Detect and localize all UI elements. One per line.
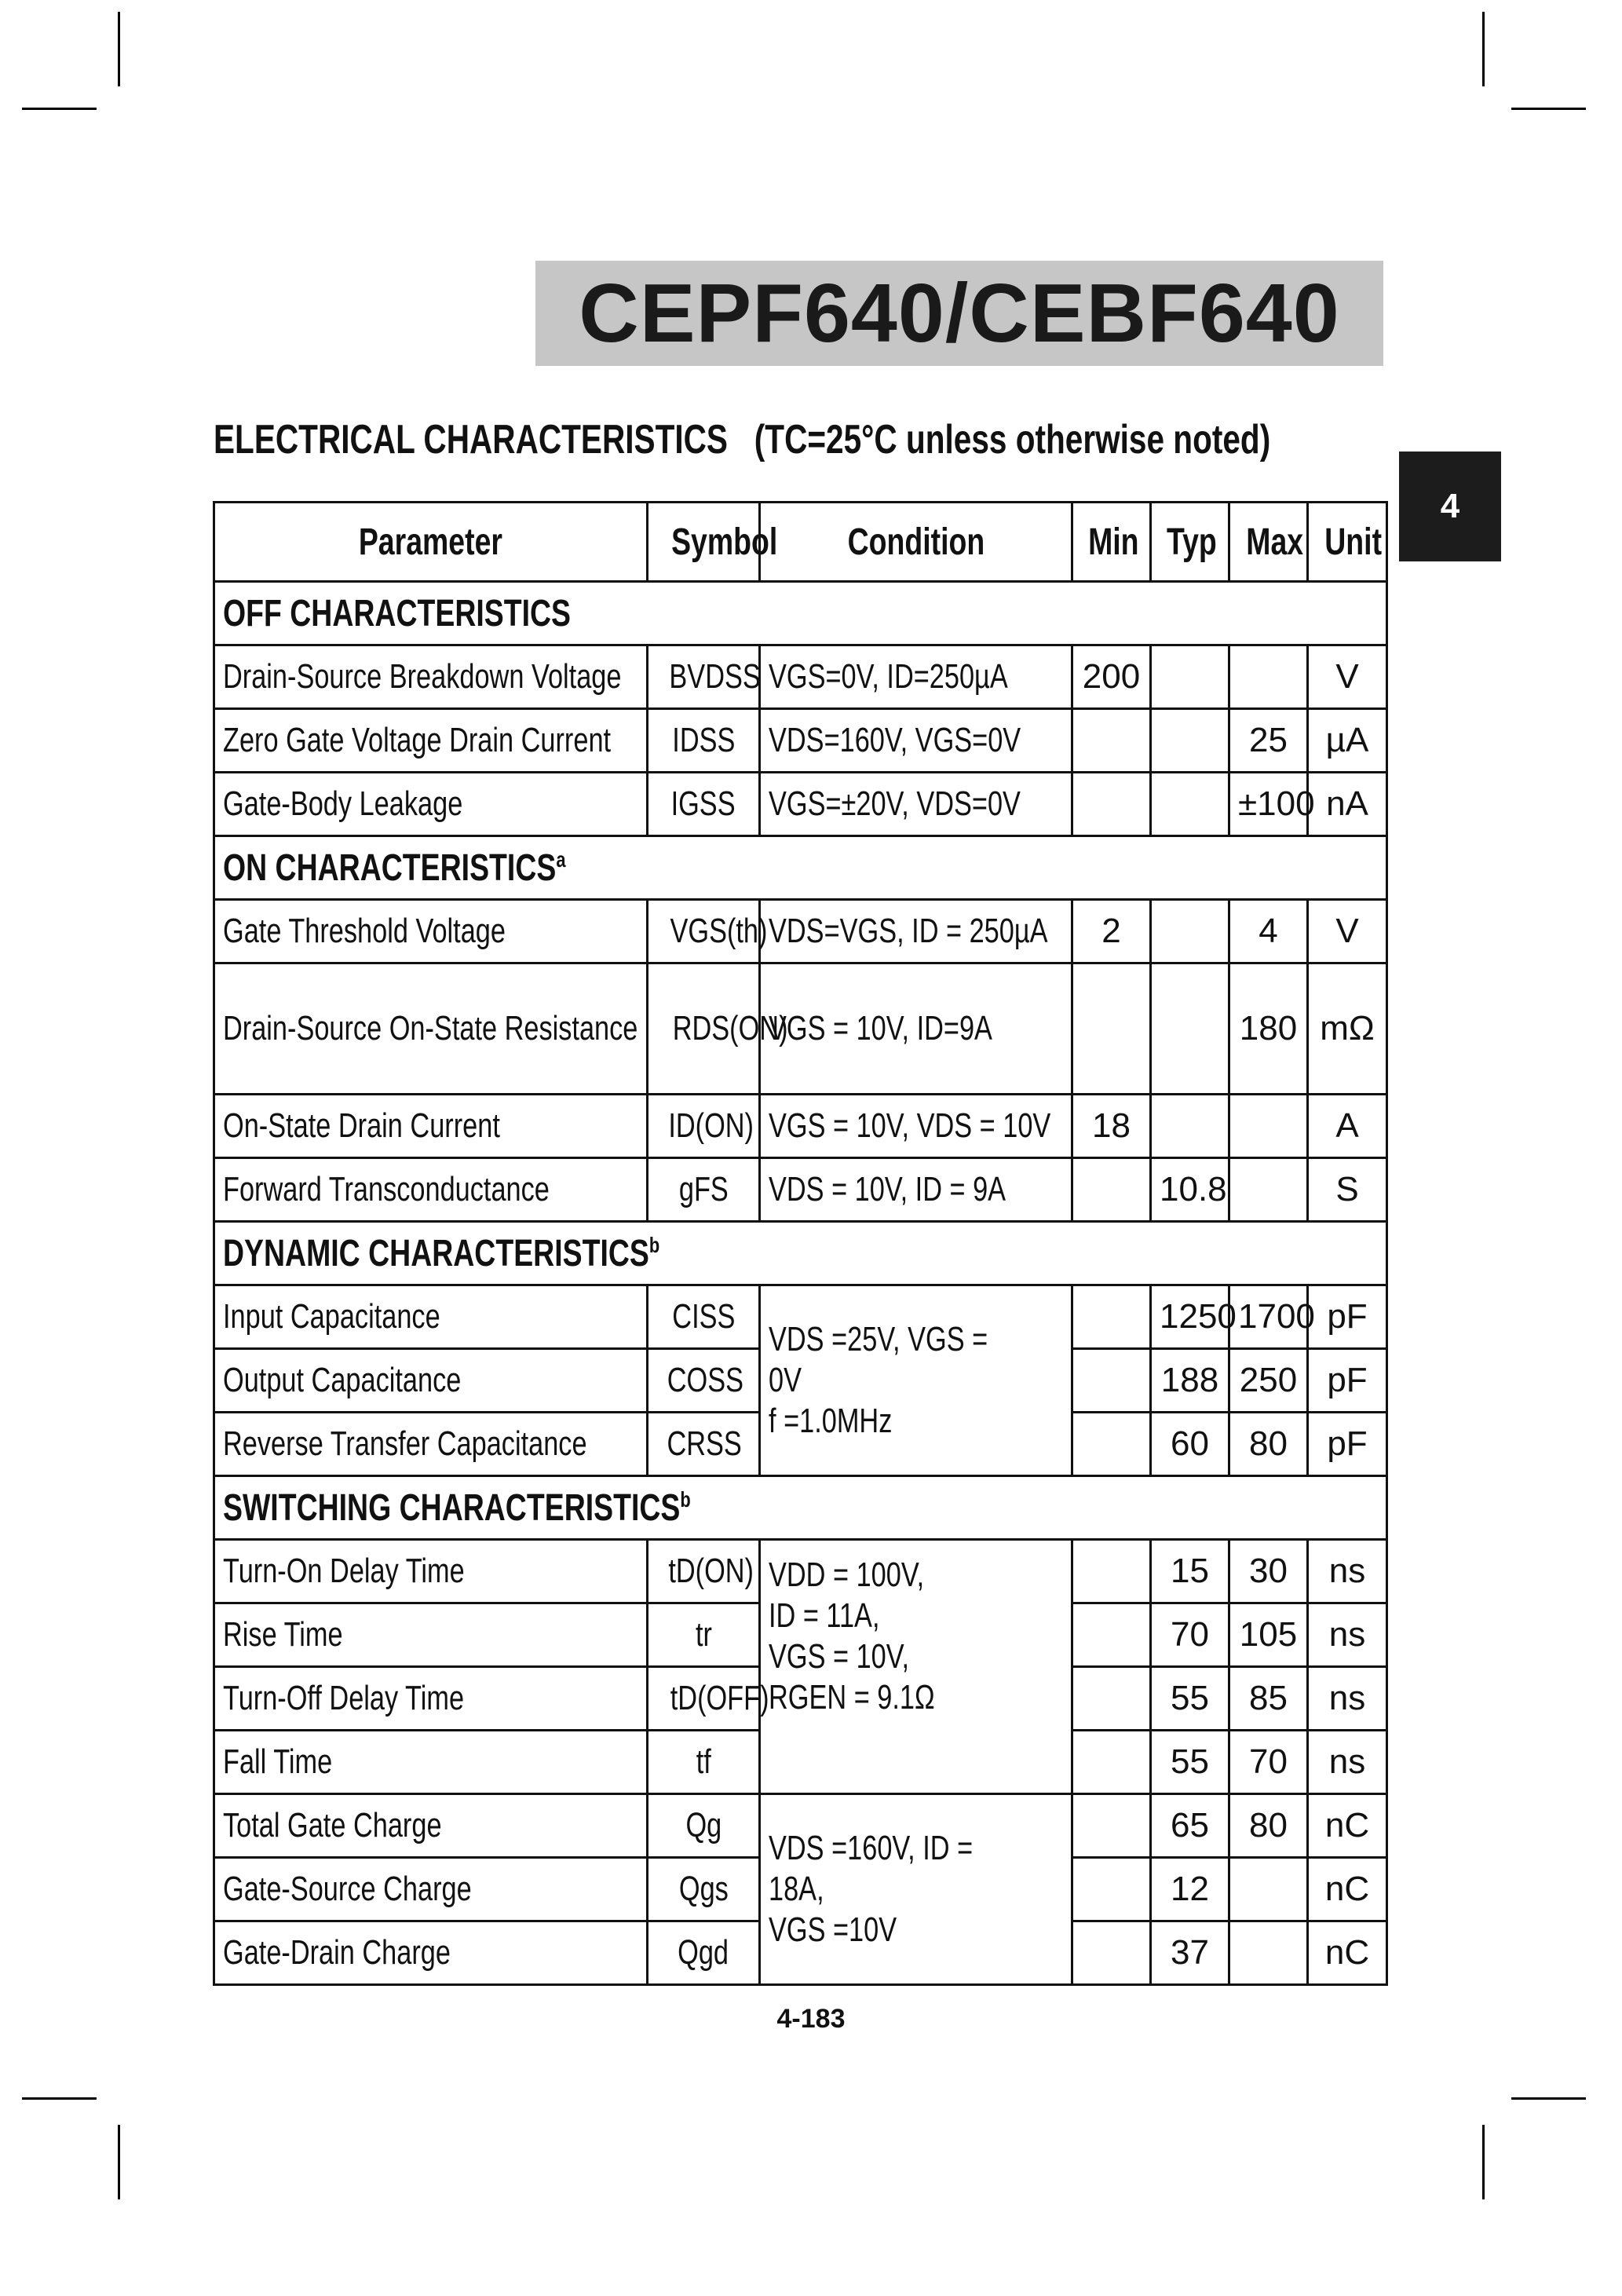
param-cell: Turn-Off Delay Time (214, 1667, 648, 1731)
condition-cell-dynamic: VDS =25V, VGS = 0V f =1.0MHz (760, 1285, 1072, 1476)
max-cell: 4 (1229, 900, 1308, 963)
typ-cell (1151, 900, 1229, 963)
param-cell: Gate-Source Charge (214, 1858, 648, 1921)
min-cell (1072, 709, 1151, 773)
max-cell: ±100 (1229, 773, 1308, 836)
symbol-cell: tf (648, 1731, 760, 1794)
min-cell: 18 (1072, 1095, 1151, 1158)
crop-mark-top-left-horizontal (22, 108, 97, 110)
typ-cell: 37 (1151, 1921, 1229, 1985)
symbol-cell: tr (648, 1603, 760, 1667)
symbol-cell: tD(ON) (648, 1540, 760, 1603)
min-cell (1072, 1921, 1151, 1985)
typ-cell: 188 (1151, 1349, 1229, 1413)
min-cell (1072, 963, 1151, 1095)
heading-main: ELECTRICAL CHARACTERISTICS (214, 417, 728, 462)
param-cell: On-State Drain Current (214, 1095, 648, 1158)
table-row (214, 773, 1387, 836)
condition-cell: VGS = 10V, VDS = 10V (760, 1095, 1072, 1158)
typ-cell (1151, 1095, 1229, 1158)
section-tab: 4 (1399, 452, 1501, 561)
unit-cell: pF (1308, 1285, 1387, 1349)
crop-mark-top-right-vertical (1482, 12, 1485, 86)
table-row (214, 1540, 1387, 1603)
max-cell (1229, 1921, 1308, 1985)
param-cell: Fall Time (214, 1731, 648, 1794)
unit-cell: ns (1308, 1667, 1387, 1731)
unit-cell: nC (1308, 1794, 1387, 1858)
electrical-characteristics-table (213, 501, 1388, 1986)
crop-mark-bottom-right-horizontal (1511, 2097, 1586, 2100)
param-cell: Total Gate Charge (214, 1794, 648, 1858)
typ-cell: 15 (1151, 1540, 1229, 1603)
max-cell: 1700 (1229, 1285, 1308, 1349)
param-cell: Output Capacitance (214, 1349, 648, 1413)
min-cell (1072, 773, 1151, 836)
max-cell: 25 (1229, 709, 1308, 773)
footnote-marker: b (680, 1486, 691, 1512)
unit-cell: V (1308, 645, 1387, 709)
crop-mark-bottom-right-vertical (1482, 2125, 1485, 2199)
header-condition: Condition (760, 503, 1072, 582)
heading-condition: (TC=25°C unless otherwise noted) (754, 417, 1271, 462)
symbol-cell: BVDSS (648, 645, 760, 709)
unit-cell: S (1308, 1158, 1387, 1222)
typ-cell (1151, 709, 1229, 773)
param-cell: Input Capacitance (214, 1285, 648, 1349)
max-cell (1229, 645, 1308, 709)
typ-cell (1151, 773, 1229, 836)
header-typ: Typ (1151, 503, 1229, 582)
unit-cell: ns (1308, 1540, 1387, 1603)
param-cell: Turn-On Delay Time (214, 1540, 648, 1603)
section-title-on: ON CHARACTERISTICS$^a$ (214, 836, 1387, 900)
unit-cell: V (1308, 900, 1387, 963)
max-cell: 105 (1229, 1603, 1308, 1667)
section-title-off: OFF CHARACTERISTICS (214, 582, 1387, 645)
symbol-cell: tD(OFF) (648, 1667, 760, 1731)
typ-cell: 70 (1151, 1603, 1229, 1667)
unit-cell: pF (1308, 1413, 1387, 1476)
crop-mark-bottom-left-vertical (118, 2125, 120, 2199)
param-cell: Forward Transconductance (214, 1158, 648, 1222)
header-unit: Unit (1308, 503, 1387, 582)
table-row (214, 1095, 1387, 1158)
symbol-cell: IGSS (648, 773, 760, 836)
section-row-switching (214, 1476, 1387, 1540)
table-row (214, 900, 1387, 963)
typ-cell: 60 (1151, 1413, 1229, 1476)
min-cell: 200 (1072, 645, 1151, 709)
crop-mark-top-left-vertical (118, 12, 120, 86)
section-heading (214, 416, 1270, 463)
section-row-on (214, 836, 1387, 900)
symbol-cell: Qgd (648, 1921, 760, 1985)
header-symbol: Symbol (648, 503, 760, 582)
symbol-cell: gFS (648, 1158, 760, 1222)
unit-cell: nA (1308, 773, 1387, 836)
min-cell (1072, 1158, 1151, 1222)
typ-cell (1151, 963, 1229, 1095)
symbol-cell: Qg (648, 1794, 760, 1858)
title-band (535, 261, 1383, 366)
symbol-cell: CRSS (648, 1413, 760, 1476)
param-cell: Gate-Drain Charge (214, 1921, 648, 1985)
unit-cell: nC (1308, 1921, 1387, 1985)
typ-cell (1151, 645, 1229, 709)
header-parameter: Parameter (214, 503, 648, 582)
header-max: Max (1229, 503, 1308, 582)
min-cell (1072, 1731, 1151, 1794)
crop-mark-bottom-left-horizontal (22, 2097, 97, 2100)
typ-cell: 55 (1151, 1667, 1229, 1731)
param-cell: Reverse Transfer Capacitance (214, 1413, 648, 1476)
min-cell (1072, 1349, 1151, 1413)
footnote-marker: b (648, 1232, 660, 1257)
condition-cell-switching: VDD = 100V, ID = 11A, VGS = 10V, RGEN = 9.1Ω (760, 1540, 1072, 1794)
condition-cell: VGS=±20V, VDS=0V (760, 773, 1072, 836)
symbol-cell: IDSS (648, 709, 760, 773)
unit-cell: nC (1308, 1858, 1387, 1921)
unit-cell: µA (1308, 709, 1387, 773)
max-cell: 80 (1229, 1413, 1308, 1476)
table-header-row (214, 503, 1387, 582)
symbol-cell: ID(ON) (648, 1095, 760, 1158)
max-cell (1229, 1095, 1308, 1158)
page-number: 4-183 (776, 2004, 846, 2034)
param-cell: Zero Gate Voltage Drain Current (214, 709, 648, 773)
condition-cell: VDS=VGS, ID = 250µA (760, 900, 1072, 963)
table-row (214, 1158, 1387, 1222)
section-title-dynamic: DYNAMIC CHARACTERISTICS$^b$ (214, 1222, 1387, 1285)
min-cell (1072, 1540, 1151, 1603)
param-cell: Gate-Body Leakage (214, 773, 648, 836)
min-cell (1072, 1794, 1151, 1858)
header-min: Min (1072, 503, 1151, 582)
condition-cell: VDS=160V, VGS=0V (760, 709, 1072, 773)
max-cell: 85 (1229, 1667, 1308, 1731)
section-title-switching: SWITCHING CHARACTERISTICS$^b$ (214, 1476, 1387, 1540)
condition-cell: VDS = 10V, ID = 9A (760, 1158, 1072, 1222)
table-row (214, 1285, 1387, 1349)
footnote-marker: a (556, 846, 566, 872)
symbol-cell: RDS(ON) (648, 963, 760, 1095)
symbol-cell: COSS (648, 1349, 760, 1413)
min-cell (1072, 1603, 1151, 1667)
unit-cell: ns (1308, 1731, 1387, 1794)
unit-cell: A (1308, 1095, 1387, 1158)
typ-cell: 1250 (1151, 1285, 1229, 1349)
part-number-title: CEPF640/CEBF640 (579, 266, 1340, 360)
table-row (214, 963, 1387, 1095)
typ-cell: 10.8 (1151, 1158, 1229, 1222)
unit-cell: pF (1308, 1349, 1387, 1413)
condition-cell-charge: VDS =160V, ID = 18A, VGS =10V (760, 1794, 1072, 1985)
max-cell: 250 (1229, 1349, 1308, 1413)
max-cell (1229, 1858, 1308, 1921)
table-row (214, 709, 1387, 773)
typ-cell: 12 (1151, 1858, 1229, 1921)
param-cell: Rise Time (214, 1603, 648, 1667)
max-cell: 70 (1229, 1731, 1308, 1794)
condition-cell: VGS=0V, ID=250µA (760, 645, 1072, 709)
symbol-cell: CISS (648, 1285, 760, 1349)
table-row (214, 1794, 1387, 1858)
typ-cell: 65 (1151, 1794, 1229, 1858)
symbol-cell: Qgs (648, 1858, 760, 1921)
max-cell: 30 (1229, 1540, 1308, 1603)
table-row (214, 645, 1387, 709)
max-cell: 180 (1229, 963, 1308, 1095)
param-cell: Gate Threshold Voltage (214, 900, 648, 963)
min-cell (1072, 1667, 1151, 1731)
condition-cell: VGS = 10V, ID=9A (760, 963, 1072, 1095)
unit-cell: ns (1308, 1603, 1387, 1667)
min-cell (1072, 1413, 1151, 1476)
min-cell (1072, 1285, 1151, 1349)
typ-cell: 55 (1151, 1731, 1229, 1794)
section-row-dynamic (214, 1222, 1387, 1285)
param-cell: Drain-Source Breakdown Voltage (214, 645, 648, 709)
min-cell: 2 (1072, 900, 1151, 963)
crop-mark-top-right-horizontal (1511, 108, 1586, 110)
unit-cell: mΩ (1308, 963, 1387, 1095)
section-row-off (214, 582, 1387, 645)
min-cell (1072, 1858, 1151, 1921)
symbol-cell: VGS(th) (648, 900, 760, 963)
max-cell: 80 (1229, 1794, 1308, 1858)
param-cell: Drain-Source On-State Resistance (214, 963, 648, 1095)
max-cell (1229, 1158, 1308, 1222)
